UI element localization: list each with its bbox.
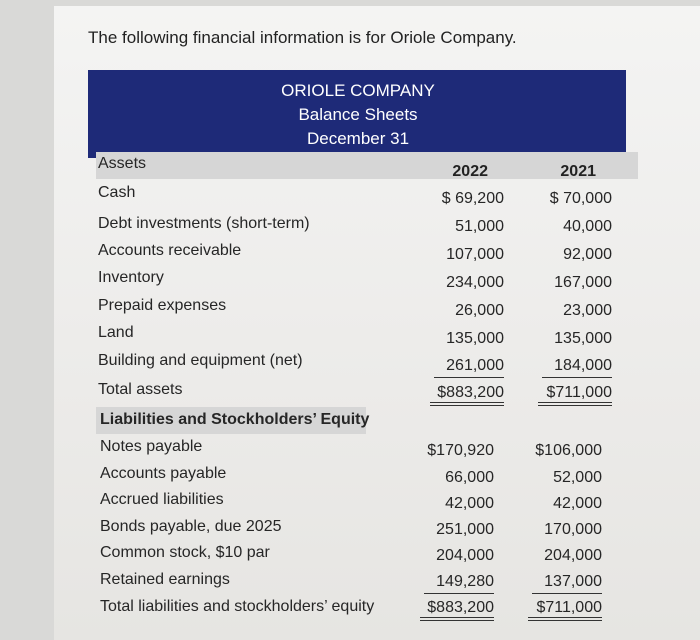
year-header-2021: 2021	[560, 163, 596, 180]
total-2021: $711,000	[508, 384, 612, 402]
value-2022: 135,000	[446, 330, 504, 347]
value-2022: 51,000	[455, 218, 504, 235]
row-label: Inventory	[98, 269, 164, 286]
statement-header	[88, 70, 626, 158]
value-2022: 107,000	[446, 246, 504, 263]
row-label: Building and equipment (net)	[98, 352, 303, 369]
year-header-2022: 2022	[452, 163, 488, 180]
value-2021: 170,000	[544, 521, 602, 538]
value-2021: 40,000	[563, 218, 612, 235]
value-2021: 137,000	[498, 573, 602, 591]
value-2022: 66,000	[445, 469, 494, 486]
value-2021: 52,000	[553, 469, 602, 486]
statement-title: Balance Sheets	[298, 105, 418, 124]
value-2021: $106,000	[535, 442, 602, 459]
value-2021: 184,000	[508, 357, 612, 375]
statement-date: December 31	[306, 129, 410, 148]
company-name: ORIOLE COMPANY	[281, 81, 435, 100]
value-2021: 42,000	[553, 495, 602, 512]
value-2021: 204,000	[544, 547, 602, 564]
row-label: Accounts payable	[100, 465, 227, 482]
value-2022: 26,000	[455, 302, 504, 319]
row-label: Land	[98, 324, 134, 341]
assets-heading: Assets	[98, 155, 147, 172]
row-label: Retained earnings	[100, 571, 230, 588]
value-2022: 42,000	[445, 495, 494, 512]
value-2021: 92,000	[563, 246, 612, 263]
total-2022: $883,200	[394, 599, 494, 617]
row-label: Accrued liabilities	[100, 491, 224, 508]
value-2021: 23,000	[563, 302, 612, 319]
row-label: Common stock, $10 par	[100, 544, 270, 561]
intro-text: The following financial information is for Oriole Company.	[88, 28, 517, 47]
row-label: Notes payable	[100, 438, 203, 455]
row-label: Bonds payable, due 2025	[100, 518, 282, 535]
value-2022: 204,000	[436, 547, 494, 564]
value-2022: 261,000	[404, 357, 504, 375]
value-2021: $ 70,000	[549, 190, 612, 207]
row-label: Total assets	[98, 381, 183, 398]
value-2022: 234,000	[446, 274, 504, 291]
row-label: Accounts receivable	[98, 242, 242, 259]
value-2022: $ 69,200	[441, 190, 504, 207]
row-label: Cash	[98, 184, 136, 201]
row-label: Debt investments (short-term)	[98, 215, 310, 232]
value-2021: 135,000	[554, 330, 612, 347]
value-2021: 167,000	[554, 274, 612, 291]
total-2022: $883,200	[404, 384, 504, 402]
value-2022: $170,920	[427, 442, 494, 459]
row-label: Total liabilities and stockholders’ equity	[100, 598, 375, 615]
value-2022: 251,000	[436, 521, 494, 538]
liabilities-heading: Liabilities and Stockholders’ Equity	[100, 411, 370, 428]
value-2022: 149,280	[394, 573, 494, 591]
row-label: Prepaid expenses	[98, 297, 227, 314]
total-2021: $711,000	[498, 599, 602, 617]
